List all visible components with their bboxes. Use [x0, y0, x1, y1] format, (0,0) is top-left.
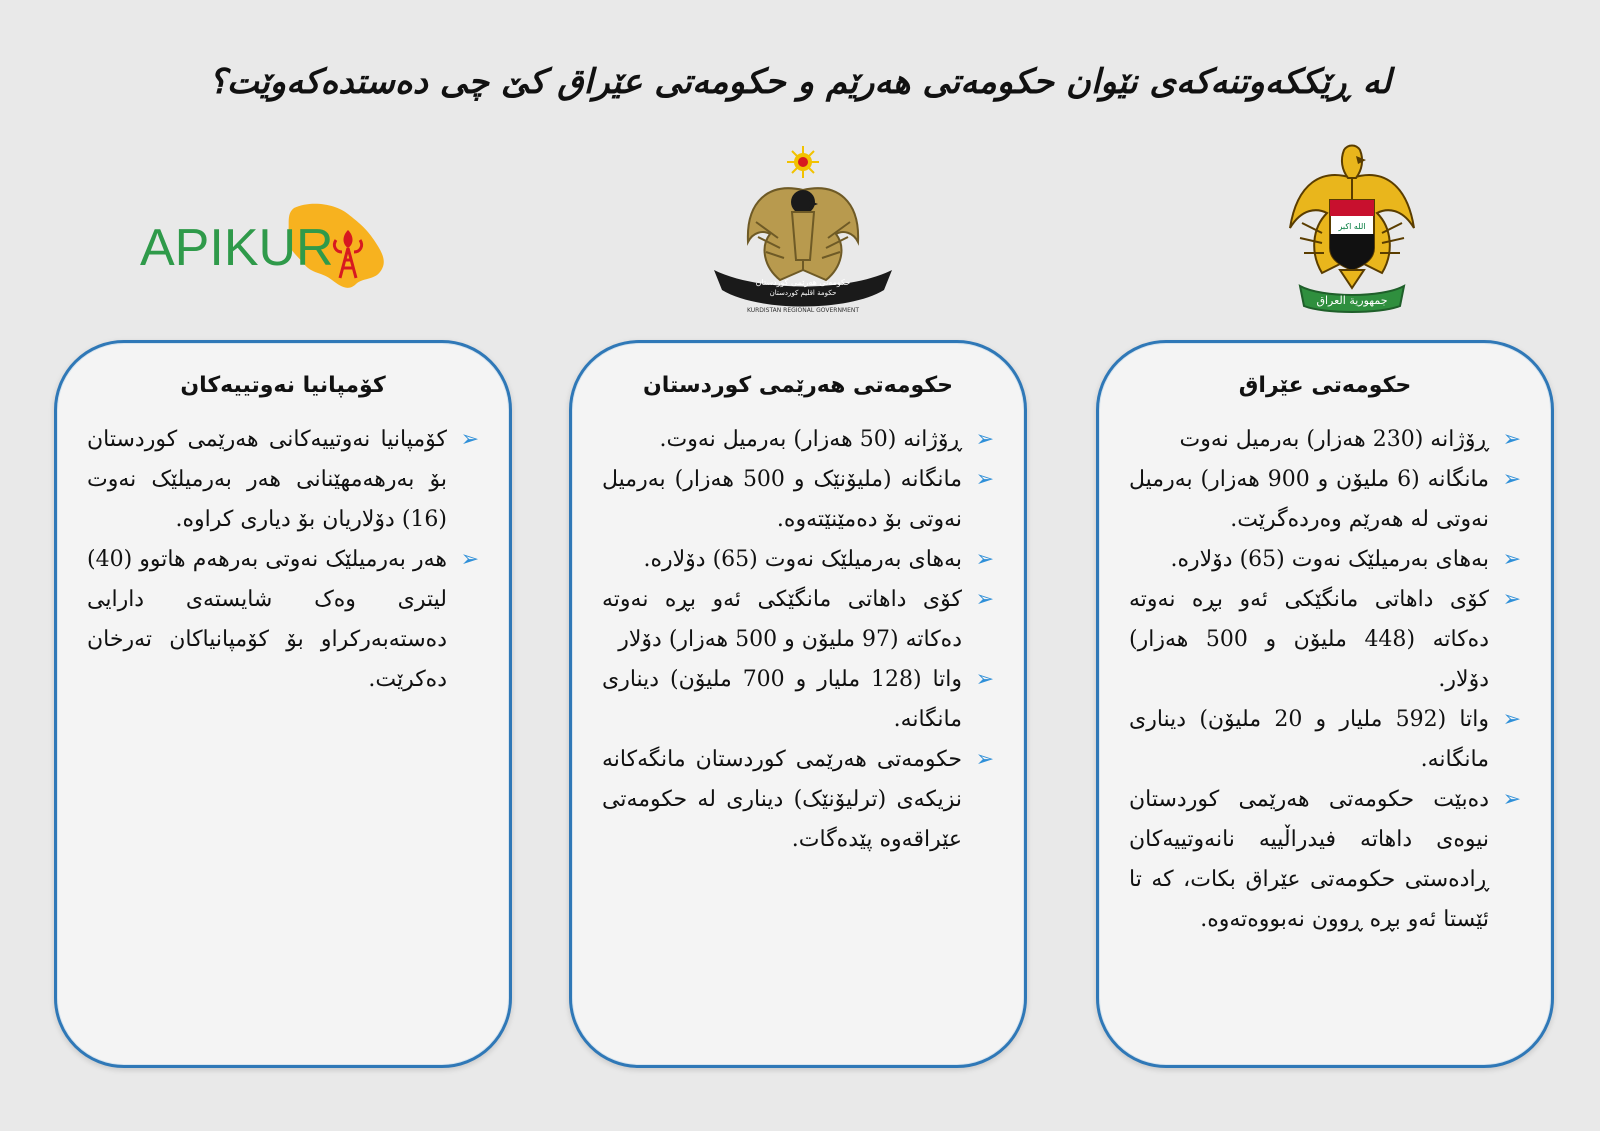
arrow-bullet-icon: ➢ — [975, 467, 994, 492]
list-item — [87, 420, 479, 540]
list-item — [87, 540, 479, 700]
iraq-government-card — [1096, 340, 1554, 1068]
iraq-flag-text: الله اكبر — [1338, 222, 1366, 231]
iraq-items-list — [1099, 420, 1551, 940]
krg-government-card — [569, 340, 1027, 1068]
list-item — [1129, 700, 1521, 780]
apikur-logo — [136, 200, 416, 295]
arrow-bullet-icon: ➢ — [975, 667, 994, 692]
list-item-text: هەر بەرمیلێک نەوتی بەرهەم هاتوو (40) لیتری وەک شایستەی دارایی دەستەبەرکراو بۆ کۆمپانیاکان تەرخان دەکرێت. — [87, 547, 447, 692]
list-item-text: مانگانه (ملیۆنێک و 500 هەزار) بەرمیل نەوتی بۆ دەمێنێتەوە. — [602, 467, 963, 532]
arrow-bullet-icon: ➢ — [975, 547, 994, 572]
list-item-text: کۆمپانیا نەوتییەکانی هەرێمی کوردستان بۆ بەرهەمهێنانی هەر بەرمیلێک نەوت (16) دۆلاریان بۆ دیاری کراوه. — [87, 427, 447, 532]
list-item-text: کۆی داهاتی مانگێکی ئەو بڕە نەوته دەکاته (97 ملیۆن و 500 هەزار) دۆلار — [602, 587, 962, 652]
arrow-bullet-icon: ➢ — [1502, 787, 1521, 812]
arrow-bullet-icon: ➢ — [1502, 467, 1521, 492]
oil-items-list — [57, 420, 509, 700]
krg-eagle-icon — [708, 142, 898, 317]
iraq-eagle-icon — [1282, 138, 1422, 313]
list-item — [1129, 460, 1521, 540]
list-item-text: ڕۆژانه (230 هەزار) بەرمیل نەوت — [1179, 427, 1489, 452]
list-item-text: حکومەتی هەرێمی کوردستان مانگەکانه نزیکەی (ترلیۆنێک) دیناری له حکومەتی عێراقەوە پێدەگات. — [602, 747, 962, 852]
arrow-bullet-icon: ➢ — [460, 547, 479, 572]
arrow-bullet-icon: ➢ — [1502, 427, 1521, 452]
arrow-bullet-icon: ➢ — [975, 747, 994, 772]
apikur-wordmark: APIKUR — [140, 219, 334, 277]
list-item-text: بەهای بەرمیلێک نەوت (65) دۆلاره. — [643, 547, 962, 572]
krg-emblem-logo — [708, 142, 898, 317]
iraq-emblem-logo — [1282, 138, 1422, 313]
arrow-bullet-icon: ➢ — [1502, 707, 1521, 732]
list-item — [602, 460, 994, 540]
card-title: حکومەتی هەرێمی کوردستان — [643, 373, 953, 398]
list-item — [1129, 540, 1521, 580]
list-item — [1129, 780, 1521, 940]
krg-caption-ku: حکومەتی هەرێمی کوردستان — [755, 278, 851, 287]
list-item — [602, 420, 994, 460]
card-title: کۆمپانیا نەوتییەکان — [180, 373, 386, 398]
list-item — [1129, 580, 1521, 700]
list-item-text: دەبێت حکومەتی هەرێمی کوردستان نیوەی داهاته فیدراڵییه نانەوتییەکان ڕادەستی حکومەتی عێراق بکات، که تا ئێستا ئەو بڕە ڕوون نەبووەتەوە. — [1129, 787, 1489, 932]
list-item-text: بەهای بەرمیلێک نەوت (65) دۆلاره. — [1170, 547, 1489, 572]
card-title: حکومەتی عێراق — [1238, 373, 1412, 398]
krg-items-list — [572, 420, 1024, 860]
list-item-text: مانگانه (6 ملیۆن و 900 هەزار) بەرمیل نەوتی له هەرێم وەردەگرێت. — [1129, 467, 1489, 532]
krg-caption-ar: حكومة اقليم كوردستان — [769, 289, 837, 297]
arrow-bullet-icon: ➢ — [975, 587, 994, 612]
arrow-bullet-icon: ➢ — [1502, 587, 1521, 612]
list-item — [602, 580, 994, 660]
list-item — [602, 740, 994, 860]
krg-caption-en: KURDISTAN REGIONAL GOVERNMENT — [746, 307, 860, 314]
iraq-emblem-caption: جمهورية العراق — [1316, 294, 1388, 307]
list-item — [602, 660, 994, 740]
oil-companies-card — [54, 340, 512, 1068]
arrow-bullet-icon: ➢ — [1502, 547, 1521, 572]
list-item-text: واتا (128 ملیار و 700 ملیۆن) دیناری مانگانه. — [602, 667, 963, 732]
list-item-text: ڕۆژانه (50 هەزار) بەرمیل نەوت. — [659, 427, 962, 452]
list-item — [1129, 420, 1521, 460]
list-item-text: کۆی داهاتی مانگێکی ئەو بڕە نەوته دەکاته (448 ملیۆن و 500 هەزار) دۆلار. — [1129, 587, 1489, 692]
list-item-text: واتا (592 ملیار و 20 ملیۆن) دیناری مانگانه. — [1129, 707, 1489, 772]
list-item — [602, 540, 994, 580]
arrow-bullet-icon: ➢ — [460, 427, 479, 452]
page-title: له ڕێککەوتنەکەی نێوان حکومەتی هەرێم و حکومەتی عێراق کێ چی دەستدەکەوێت؟ — [208, 62, 1392, 102]
arrow-bullet-icon: ➢ — [975, 427, 994, 452]
